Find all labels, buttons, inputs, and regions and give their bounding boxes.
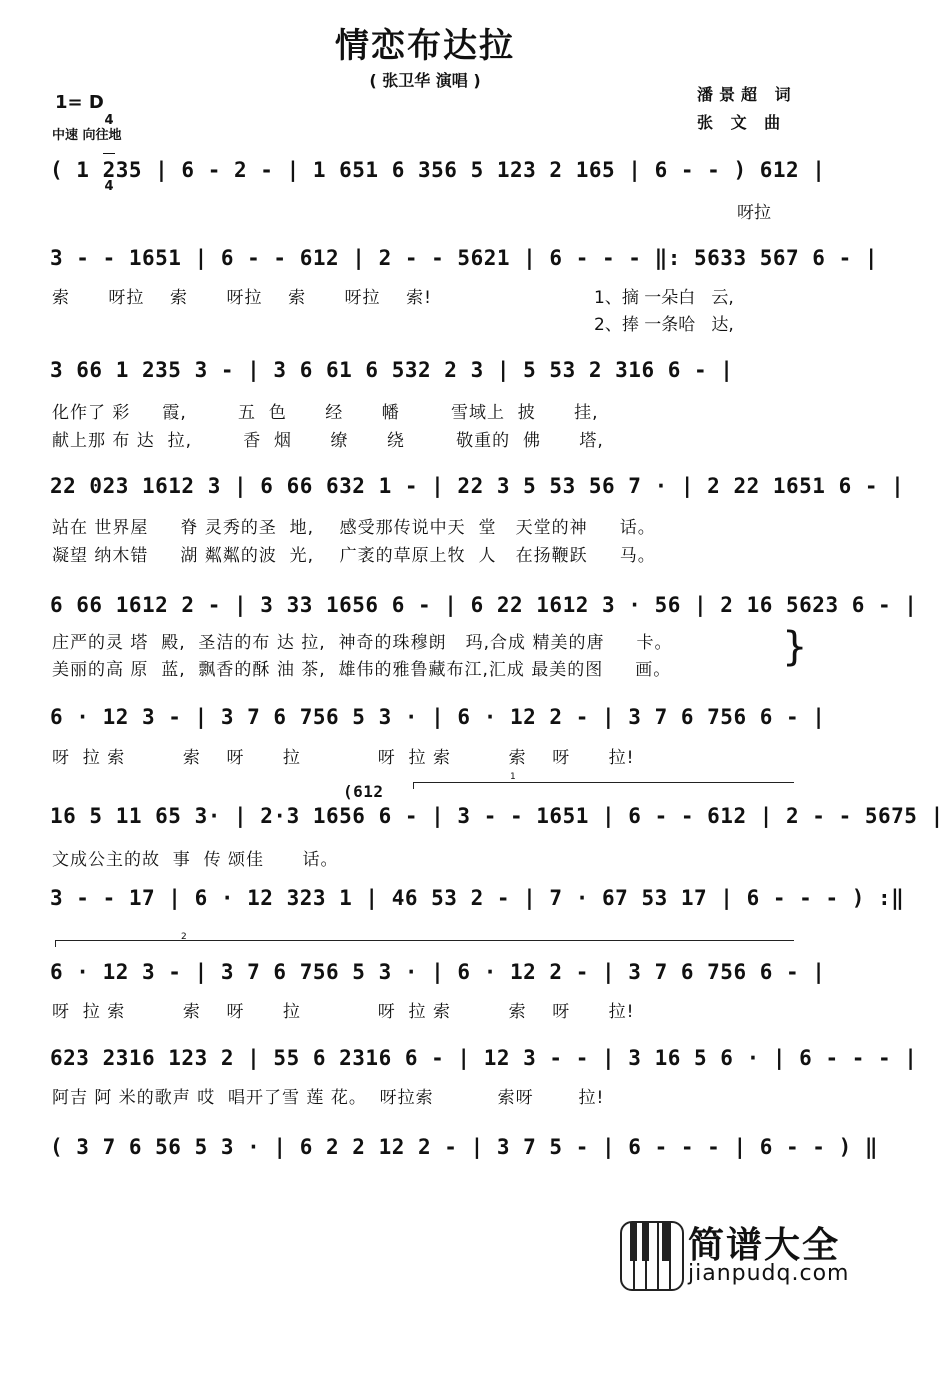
score-row-4: 22 023 1612 3 | 6 66 632 1 - | 22 3 5 53 56 7 · | 2 22 1651 6 - | — [50, 474, 905, 498]
score-row-7: 16 5 11 65 3· | 2·3 1656 6 - | 3 - - 1651 | 6 - - 612 | 2 - - 5675 | — [50, 804, 944, 828]
lyric-row-4a: 站在 世界屋 脊 灵秀的圣 地, 感受那传说中天 堂 天堂的神 话。 — [52, 518, 656, 538]
score-row-1: ( 1 235 | 6 - 2 - | 1 651 6 356 5 123 2 165 | 6 - - ) 612 | — [50, 158, 826, 182]
volta-bracket-1 — [413, 782, 794, 789]
composer-credit: 张 文 曲 — [697, 113, 787, 132]
time-signature-divider — [103, 153, 115, 154]
verse-brace: } — [782, 624, 808, 670]
lyric-row-5a: 庄严的灵 塔 殿, 圣洁的布 达 拉, 神奇的珠穆朗 玛,合成 精美的唐 卡。 — [52, 633, 673, 653]
lyric-row-2c: 2、捧 一条哈 达, — [594, 315, 734, 335]
lyric-row-1: 呀拉 — [737, 203, 771, 223]
lyric-row-3a: 化作了 彩 霞, 五 色 经 幡 雪域上 披 挂, — [52, 403, 599, 423]
site-logo — [620, 1215, 850, 1295]
volta-number-2: 2 — [181, 932, 187, 942]
performer-credit: ( 张卫华 演唱 ) — [369, 71, 481, 90]
piano-icon — [620, 1221, 684, 1291]
lyricist-credit: 潘景超 词 — [697, 85, 797, 104]
score-row-5: 6 66 1612 2 - | 3 33 1656 6 - | 6 22 1612 3 · 56 | 2 16 5623 6 - | — [50, 593, 918, 617]
lyric-row-2b: 1、摘 一朵白 云, — [594, 288, 734, 308]
lyric-row-2a: 索 呀拉 索 呀拉 索 呀拉 索! — [52, 288, 432, 308]
score-row-11: ( 3 7 6 56 5 3 · | 6 2 2 12 2 - | 3 7 5 - | 6 - - - | 6 - - ) ‖ — [50, 1135, 879, 1159]
time-signature — [103, 88, 115, 206]
lyric-row-3b: 献上那 布 达 拉, 香 烟 缭 绕 敬重的 佛 塔, — [52, 431, 604, 451]
logo-name: 简谱大全 — [688, 1225, 841, 1266]
volta-bracket-2 — [55, 940, 794, 947]
lyric-row-7: 文成公主的故 事 传 颂佳 话。 — [52, 850, 339, 870]
logo-url: jianpudq.com — [688, 1261, 850, 1286]
score-row-2: 3 - - 1651 | 6 - - 612 | 2 - - 5621 | 6 - - - ‖: 5633 567 6 - | — [50, 246, 879, 270]
score-row-6: 6 · 12 3 - | 3 7 6 756 5 3 · | 6 · 12 2 - | 3 7 6 756 6 - | — [50, 705, 826, 729]
score-row-9: 6 · 12 3 - | 3 7 6 756 5 3 · | 6 · 12 2 - | 3 7 6 756 6 - | — [50, 960, 826, 984]
score-row-3: 3 66 1 235 3 - | 3 6 61 6 532 2 3 | 5 53 2 316 6 - | — [50, 358, 734, 382]
score-row-8: 3 - - 17 | 6 · 12 323 1 | 46 53 2 - | 7 · 67 53 17 | 6 - - - ) :‖ — [50, 886, 905, 910]
lyric-row-5b: 美丽的高 原 蓝, 飘香的酥 油 茶, 雄伟的雅鲁藏布江,汇成 最美的图 画。 — [52, 660, 672, 680]
tempo-marking: 中速 向往地 — [52, 128, 122, 143]
lyric-row-6: 呀 拉 索 索 呀 拉 呀 拉 索 索 呀 拉! — [52, 748, 635, 768]
lyric-row-10: 阿吉 阿 米的歌声 哎 唱开了雪 莲 花。 呀拉索 索呀 拉! — [52, 1088, 605, 1108]
score-row-10: 623 2316 123 2 | 55 6 2316 6 - | 12 3 - - | 3 16 5 6 · | 6 - - - | — [50, 1046, 918, 1070]
lyric-row-9: 呀 拉 索 索 呀 拉 呀 拉 索 索 呀 拉! — [52, 1002, 635, 1022]
key-signature: 1= D — [55, 92, 104, 113]
lyric-row-4b: 凝望 纳木错 湖 粼粼的波 光, 广袤的草原上牧 人 在扬鞭跃 马。 — [52, 546, 656, 566]
volta-number-1: 1 — [510, 772, 516, 782]
time-signature-top: 4 — [104, 113, 114, 128]
time-signature-bottom: 4 — [104, 179, 114, 194]
score-row-7-paren: (612 — [343, 782, 384, 801]
song-title: 情恋布达拉 — [335, 26, 515, 66]
